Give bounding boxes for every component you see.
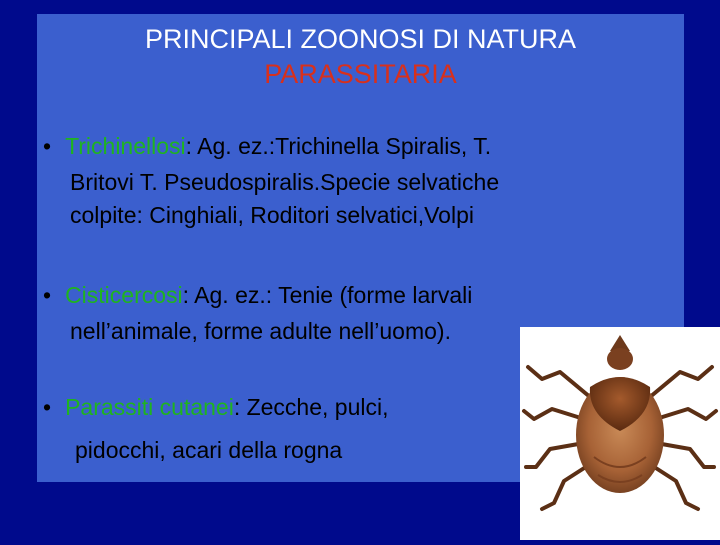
bullet-continuation: pidocchi, acari della rogna (75, 437, 343, 463)
bullet-row (43, 282, 472, 309)
bullet-marker: • (43, 282, 52, 308)
bullet-continuation: colpite: Cinghiali, Roditori selvatici,Volpi (70, 202, 474, 228)
title-line-2: PARASSITARIA (264, 59, 457, 89)
bullet-continuation: nell’animale, forme adulte nell’uomo). (70, 318, 451, 344)
title-line-1: PRINCIPALI ZOONOSI DI NATURA (144, 24, 577, 54)
bullet-text: Zecche, pulci, (246, 394, 389, 420)
tick-image (520, 327, 720, 540)
bullet-term: Parassiti cutanei (65, 394, 234, 420)
bullet-continuation: Britovi T. Pseudospiralis.Specie selvatiche (70, 169, 500, 195)
bullet-row (43, 133, 491, 160)
tick-icon (520, 327, 720, 540)
bullet-term: Trichinellosi (65, 133, 186, 159)
bullet-separator: : (185, 133, 198, 159)
bullet-text: Ag. ez.: Tenie (forme larvali (194, 282, 473, 308)
bullet-separator: : (233, 394, 247, 420)
bullet-separator: : (182, 282, 195, 308)
bullet-term: Cisticercosi (65, 282, 183, 308)
bullet-marker: • (43, 133, 52, 159)
slide-title (37, 22, 684, 92)
bullet-row (43, 394, 389, 421)
bullet-text: Ag. ez.:Trichinella Spiralis, T. (197, 133, 492, 159)
bullet-marker: • (43, 394, 52, 420)
